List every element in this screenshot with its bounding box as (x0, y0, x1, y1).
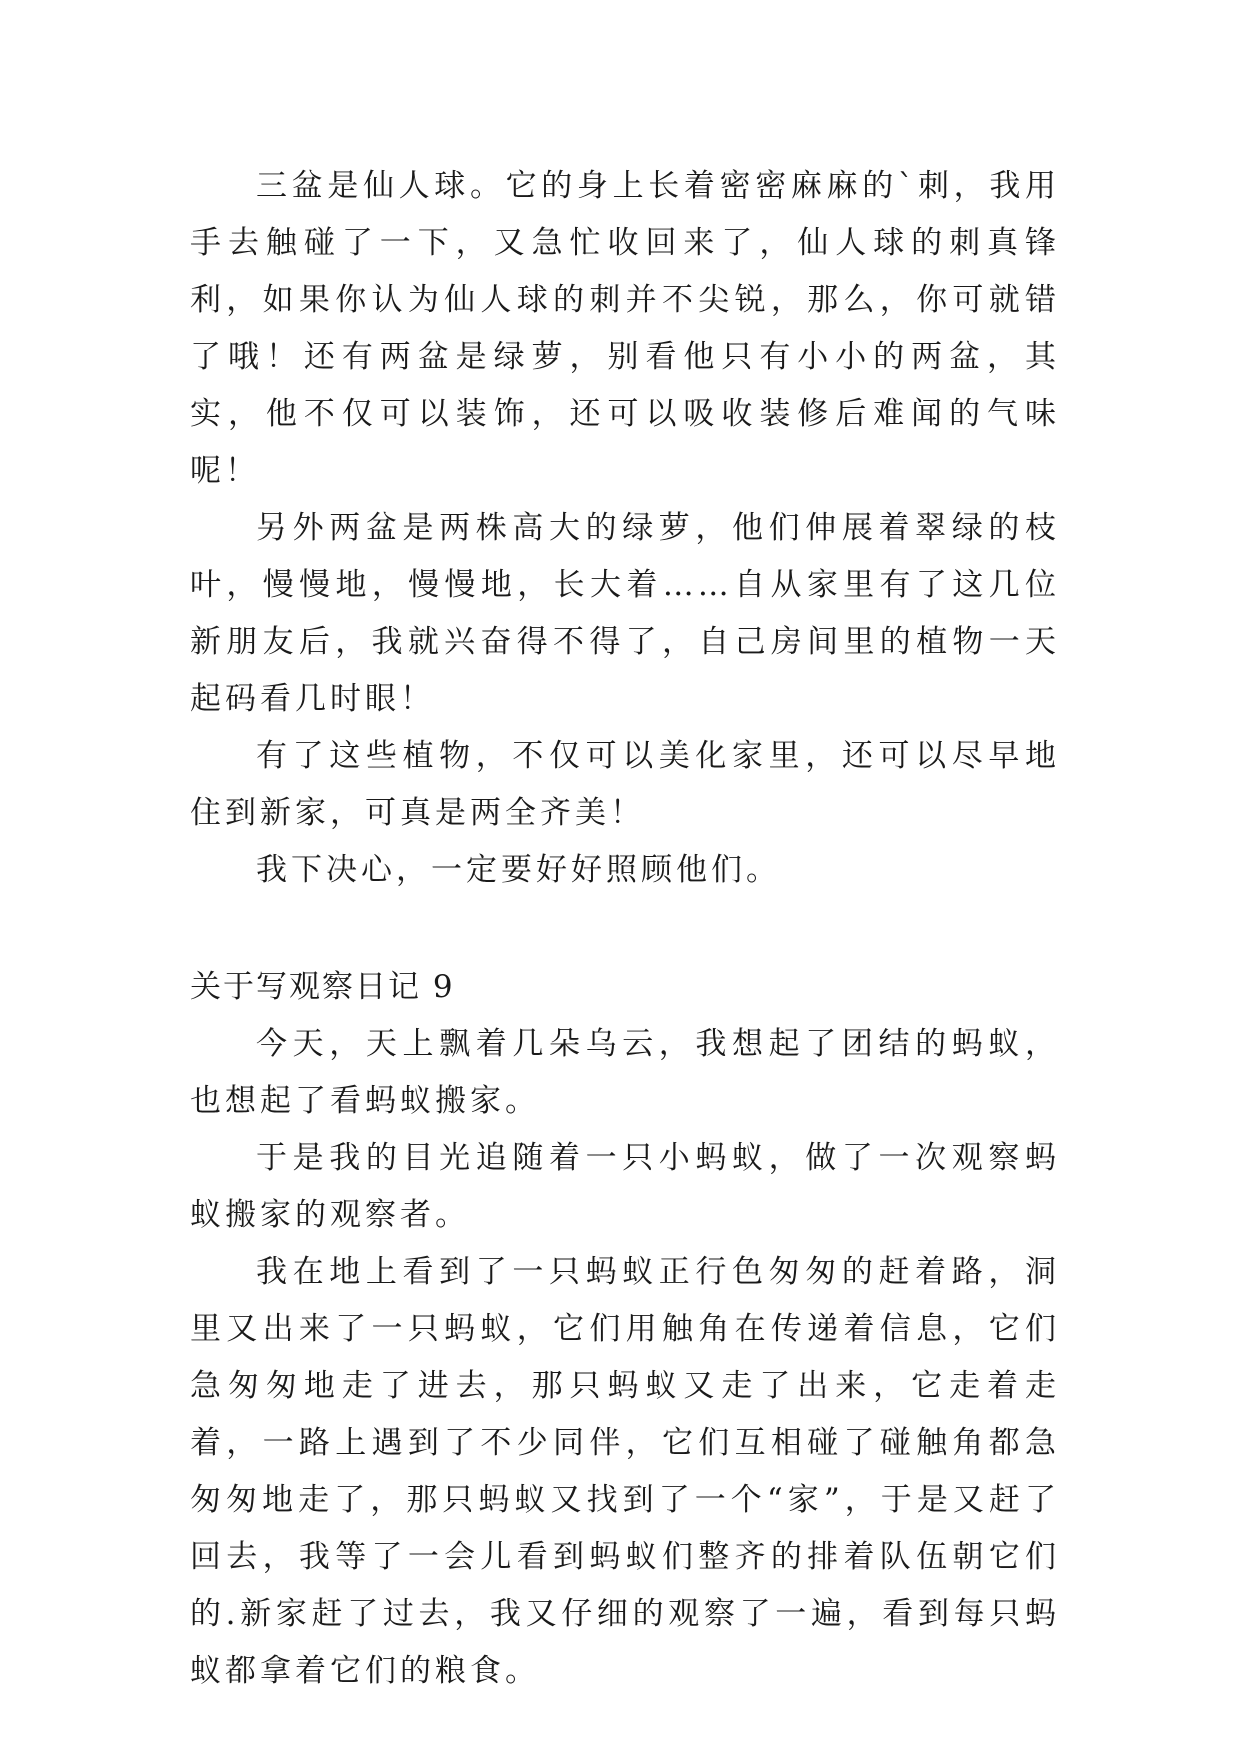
paragraph: 我在地上看到了一只蚂蚁正行色匆匆的赶着路，洞里又出来了一只蚂蚁，它们用触角在传递着信息，它们急匆匆地走了进去，那只蚂蚁又走了出来，它走着走着，一路上遇到了不少同伴，它们互相碰了碰触角都急匆匆地走了，那只蚂蚁又找到了一个“家”，于是又赶了回去，我等了一会儿看到蚂蚁们整齐的排着队伍朝它们的.新家赶了过去，我又仔细的观察了一遍，看到每只蚂蚁都拿着它们的粮食。 (190, 1254, 1060, 1689)
paragraph: 于是我的目光追随着一只小蚂蚁，做了一次观察蚂蚁搬家的观察者。 (190, 1140, 1060, 1233)
paragraph: 今天，天上飘着几朵乌云，我想起了团结的蚂蚁，也想起了看蚂蚁搬家。 (190, 1026, 1060, 1119)
section-spacer (190, 899, 1060, 959)
section-title: 关于写观察日记 9 (190, 969, 455, 1005)
section-ant-diary (190, 959, 1060, 1700)
document-body (190, 158, 1060, 1700)
section-plants (190, 158, 1060, 899)
paragraph: 我下决心，一定要好好照顾他们。 (256, 852, 781, 888)
paragraph: 三盆是仙人球。它的身上长着密密麻麻的`刺，我用手去触碰了一下，又急忙收回来了，仙人球的刺真锋利，如果你认为仙人球的刺并不尖锐，那么，你可就错了哦！还有两盆是绿萝，别看他只有小小的两盆，其实，他不仅可以装饰，还可以吸收装修后难闻的气味呢！ (190, 168, 1060, 489)
paragraph: 有了这些植物，不仅可以美化家里，还可以尽早地住到新家，可真是两全齐美！ (190, 738, 1060, 831)
paragraph: 另外两盆是两株高大的绿萝，他们伸展着翠绿的枝叶，慢慢地，慢慢地，长大着……自从家里有了这几位新朋友后，我就兴奋得不得了，自己房间里的植物一天起码看几时眼！ (190, 510, 1060, 717)
